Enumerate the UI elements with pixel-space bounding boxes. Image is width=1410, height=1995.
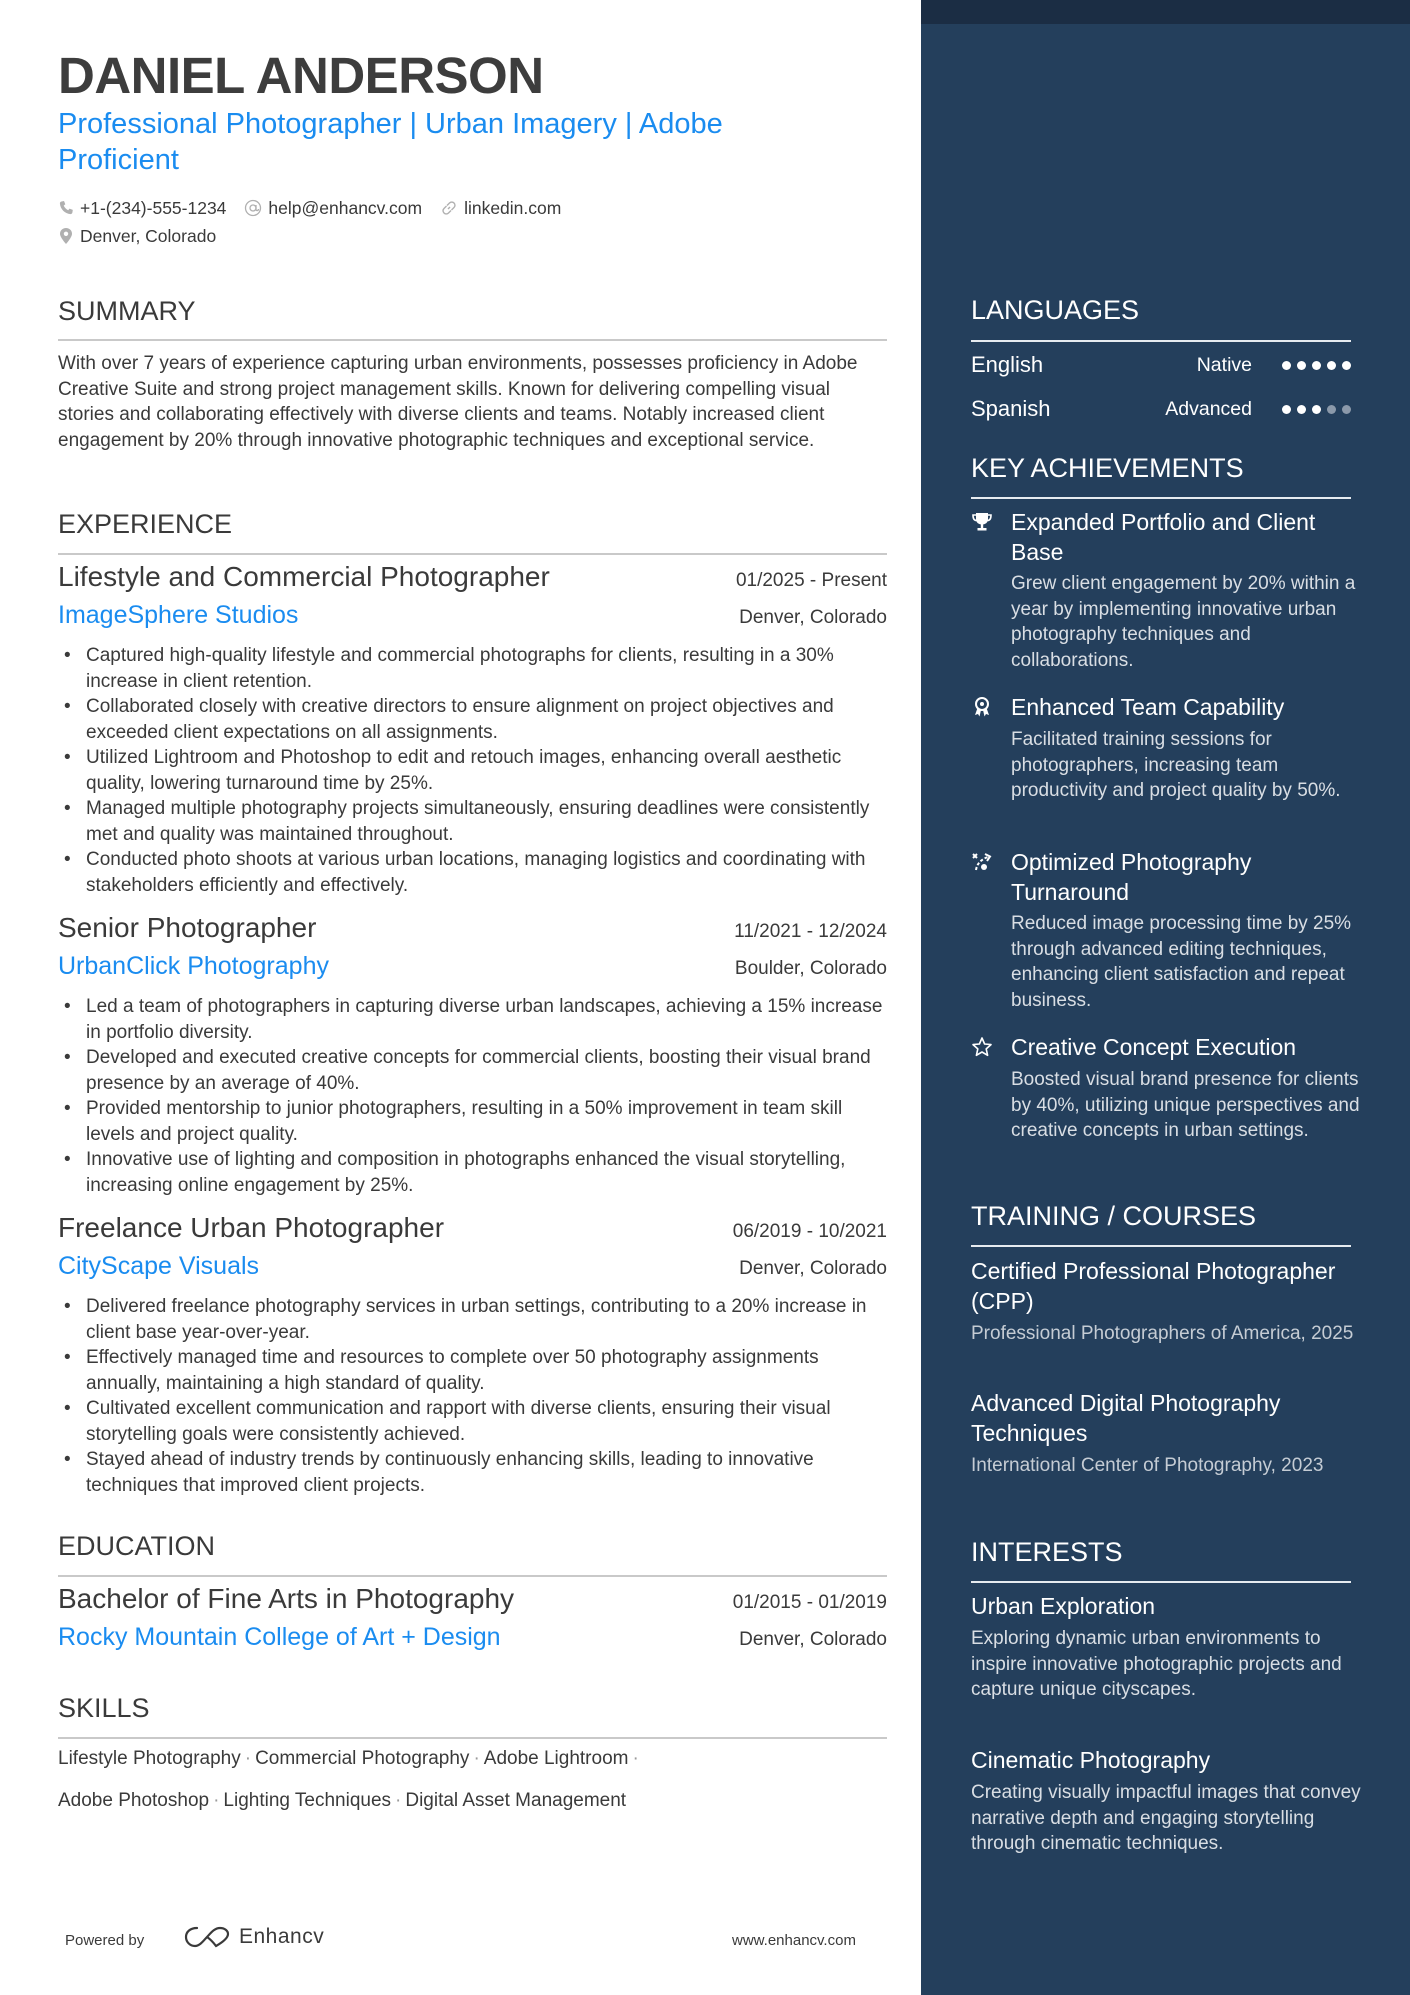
course-provider: Professional Photographers of America, 2025: [971, 1323, 1354, 1344]
job-bullets: [58, 1294, 887, 1498]
award-ribbon-icon: [971, 692, 1011, 723]
contact-info: [58, 194, 858, 250]
dot-filled: [1297, 361, 1306, 370]
skill-item: Digital Asset Management: [405, 1790, 627, 1811]
skill-item: Adobe Lightroom: [483, 1748, 629, 1769]
proficiency-dots: [1282, 405, 1351, 414]
location-text: Denver, Colorado: [80, 225, 217, 246]
proficiency-dots: [1282, 361, 1351, 370]
achievement-desc: Boosted visual brand presence for clients by 40%, utilizing unique perspectives and creative concepts in urban settings.: [1011, 1069, 1360, 1141]
skill-separator: ·: [473, 1748, 480, 1769]
skill-item: Commercial Photography: [255, 1748, 470, 1769]
dot-filled: [1282, 405, 1291, 414]
job-location: Denver, Colorado: [739, 1258, 887, 1279]
achievements-heading: KEY ACHIEVEMENTS: [971, 453, 1244, 483]
trophy-icon: [971, 507, 1011, 538]
skill-item: Lighting Techniques: [223, 1790, 392, 1811]
interest-desc: Creating visually impactful images that convey narrative depth and engaging storytelling through cinematic techniques.: [971, 1782, 1361, 1854]
achievement-desc: Grew client engagement by 20% within a year by implementing innovative urban photography techniques and collaborations.: [1011, 573, 1356, 671]
bullet-item: • Led a team of photographers in capturing diverse urban landscapes, achieving a 15% increase in portfolio diversity.: [58, 994, 887, 1045]
skills-divider: [58, 1737, 887, 1739]
achievement-item: [971, 692, 1361, 804]
contact-location: [58, 226, 216, 247]
skills-list: [58, 1744, 887, 1828]
language-item: [971, 394, 1351, 424]
footer-url[interactable]: www.enhancv.com: [732, 1932, 856, 1949]
achievement-desc: Reduced image processing time by 25% through advanced editing techniques, enhancing client satisfaction and repeat business.: [1011, 913, 1352, 1011]
interests-divider: [971, 1581, 1351, 1583]
skill-separator: ·: [632, 1748, 639, 1769]
powered-by-label: Powered by: [65, 1932, 145, 1949]
job-bullets: [58, 643, 887, 898]
bullet-item: • Cultivated excellent communication and rapport with diverse clients, ensuring their visual storytelling goals were consistently achieved.: [58, 1396, 887, 1447]
dot-filled: [1282, 361, 1291, 370]
achievement-desc: Facilitated training sessions for photographers, increasing team productivity and project quality by 50%.: [1011, 729, 1341, 801]
skill-separator: ·: [213, 1790, 220, 1811]
bullet-item: • Utilized Lightroom and Photoshop to edit and retouch images, enhancing overall aesthetic quality, lowering turnaround time by 25%.: [58, 745, 887, 796]
dot-filled: [1297, 405, 1306, 414]
enhancv-logo[interactable]: [183, 1924, 324, 1950]
education-divider: [58, 1575, 887, 1577]
experience-heading: EXPERIENCE: [58, 509, 233, 539]
language-item: [971, 350, 1351, 380]
bullet-item: • Captured high-quality lifestyle and commercial photographs for clients, resulting in a 30% increase in client retention.: [58, 643, 887, 694]
at-icon: [244, 199, 262, 217]
summary-text: With over 7 years of experience capturing urban environments, possesses proficiency in Adobe Creative Suite and strong project management skills. Known for delivering compelling visual stories and collaborating effectively with diverse clients and teams. Notably increased client engagement by 20% through innovative photographic techniques and exceptional service.: [58, 353, 858, 451]
dot-empty: [1327, 405, 1336, 414]
achievement-title: Optimized Photography Turnaround: [1011, 849, 1252, 905]
job-title: Lifestyle and Commercial Photographer: [58, 561, 550, 592]
training-divider: [971, 1245, 1351, 1247]
job-entry: [58, 1212, 887, 1498]
dot-filled: [1327, 361, 1336, 370]
course-title: Certified Professional Photographer (CPP): [971, 1258, 1336, 1314]
interests-heading: INTERESTS: [971, 1537, 1123, 1567]
bullet-item: • Collaborated closely with creative directors to ensure alignment on project objectives and exceeded client expectations on all assignments.: [58, 694, 887, 745]
contact-linkedin[interactable]: [440, 198, 561, 219]
education-dates: 01/2015 - 01/2019: [732, 1592, 887, 1613]
bullet-item: • Developed and executed creative concepts for commercial clients, boosting their visual brand presence by an average of 40%.: [58, 1045, 887, 1096]
bullet-item: • Conducted photo shoots at various urban locations, managing logistics and coordinating with stakeholders efficiently and effectively.: [58, 847, 887, 898]
education-location: Denver, Colorado: [739, 1629, 887, 1650]
candidate-name: DANIEL ANDERSON: [58, 47, 544, 104]
bullet-item: • Provided mentorship to junior photographers, resulting in a 50% improvement in team skill levels and project quality.: [58, 1096, 887, 1147]
job-dates: 01/2025 - Present: [735, 570, 887, 591]
achievement-item: [971, 507, 1361, 673]
sidebar-top-band: [921, 0, 1410, 24]
languages-divider: [971, 340, 1351, 342]
achievement-title: Enhanced Team Capability: [1011, 694, 1285, 720]
language-level: Native: [1196, 353, 1252, 376]
job-company[interactable]: ImageSphere Studios: [58, 601, 299, 629]
dot-empty: [1342, 405, 1351, 414]
contact-phone[interactable]: [58, 198, 226, 219]
interest-item: [971, 1745, 1361, 1857]
language-name: Spanish: [971, 396, 1051, 421]
dot-filled: [1312, 405, 1321, 414]
summary-divider: [58, 339, 887, 341]
job-company[interactable]: UrbanClick Photography: [58, 952, 329, 980]
training-heading: TRAINING / COURSES: [971, 1201, 1257, 1231]
school-name[interactable]: Rocky Mountain College of Art + Design: [58, 1623, 501, 1651]
education-entry: [58, 1583, 887, 1663]
job-company[interactable]: CityScape Visuals: [58, 1252, 260, 1280]
job-dates: 11/2021 - 12/2024: [734, 921, 887, 942]
contact-email[interactable]: [244, 198, 422, 219]
bullet-item: • Effectively managed time and resources to complete over 50 photography assignments annually, maintaining a high standard of quality.: [58, 1345, 887, 1396]
course-title: Advanced Digital Photography Techniques: [971, 1390, 1281, 1446]
achievement-title: Creative Concept Execution: [1011, 1034, 1297, 1060]
enhancv-brand-text: Enhancv: [239, 1925, 325, 1948]
phone-text: +1-(234)-555-1234: [80, 197, 227, 218]
phone-icon: [58, 200, 74, 216]
achievements-divider: [971, 497, 1351, 499]
skills-heading: SKILLS: [58, 1693, 150, 1723]
job-title: Senior Photographer: [58, 912, 317, 943]
interest-title: Urban Exploration: [971, 1593, 1156, 1619]
bullet-item: • Innovative use of lighting and composition in photographs enhanced the visual storytelling, increasing online engagement by 25%.: [58, 1147, 887, 1198]
education-heading: EDUCATION: [58, 1531, 216, 1561]
job-bullets: [58, 994, 887, 1198]
summary-heading: SUMMARY: [58, 296, 196, 326]
job-title: Freelance Urban Photographer: [58, 1212, 445, 1243]
linkedin-text: linkedin.com: [464, 197, 562, 218]
course-item: [971, 1388, 1361, 1479]
skill-separator: ·: [395, 1790, 402, 1811]
achievement-item: [971, 847, 1361, 1013]
achievement-title: Expanded Portfolio and Client Base: [1011, 509, 1316, 565]
job-entry: [58, 912, 887, 1198]
enhancv-logo-icon: [183, 1924, 231, 1950]
skill-separator: ·: [244, 1748, 252, 1769]
dot-filled: [1342, 361, 1351, 370]
language-name: English: [971, 352, 1044, 377]
skill-item: Lifestyle Photography: [58, 1748, 241, 1769]
bullet-item: • Stayed ahead of industry trends by continuously enhancing skills, leading to innovative techniques that improved client projects.: [58, 1447, 887, 1498]
interest-title: Cinematic Photography: [971, 1747, 1211, 1773]
job-dates: 06/2019 - 10/2021: [732, 1221, 887, 1242]
star-icon: [971, 1032, 1011, 1063]
languages-heading: LANGUAGES: [971, 295, 1140, 325]
degree-title: Bachelor of Fine Arts in Photography: [58, 1583, 515, 1614]
email-text: help@enhancv.com: [268, 197, 423, 218]
bullet-item: • Managed multiple photography projects simultaneously, ensuring deadlines were consistently met and quality was maintained throughout.: [58, 796, 887, 847]
link-icon: [440, 199, 458, 217]
achievement-item: [971, 1032, 1361, 1144]
candidate-headline: Professional Photographer | Urban Imagery | Adobe Proficient: [58, 108, 723, 176]
experience-divider: [58, 553, 887, 555]
job-location: Denver, Colorado: [739, 607, 887, 628]
course-provider: International Center of Photography, 2023: [971, 1455, 1324, 1476]
job-entry: [58, 561, 887, 898]
job-location: Boulder, Colorado: [734, 958, 887, 979]
dot-filled: [1312, 361, 1321, 370]
interest-item: [971, 1591, 1361, 1703]
strategy-path-icon: [971, 847, 1011, 878]
location-pin-icon: [58, 227, 74, 245]
bullet-item: • Delivered freelance photography services in urban settings, contributing to a 20% increase in client base year-over-year.: [58, 1294, 887, 1345]
language-level: Advanced: [1165, 397, 1252, 420]
skill-item: Adobe Photoshop: [58, 1790, 210, 1811]
course-item: [971, 1256, 1361, 1347]
interest-desc: Exploring dynamic urban environments to inspire innovative photographic projects and capture unique cityscapes.: [971, 1628, 1342, 1700]
